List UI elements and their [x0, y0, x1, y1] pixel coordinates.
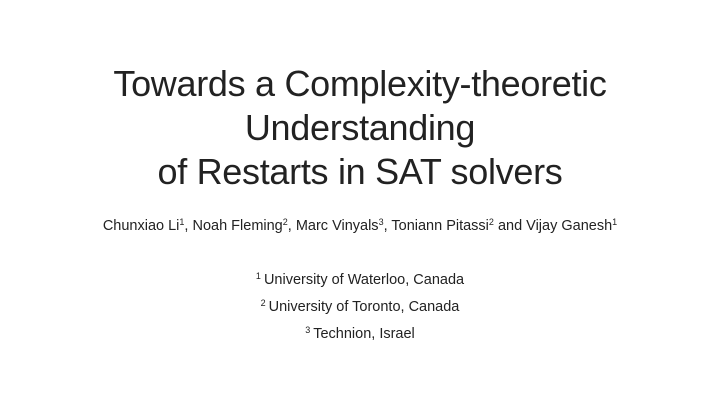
- author-affiliation-mark: 2: [282, 217, 288, 227]
- title-line-3: of Restarts in SAT solvers: [157, 151, 563, 192]
- author-name: Vijay Ganesh: [526, 218, 613, 234]
- affiliation-1: [60, 270, 660, 290]
- affiliation-3: [60, 324, 660, 344]
- affiliation-number: 3: [305, 325, 311, 335]
- author-name: Marc Vinyals: [295, 218, 379, 234]
- author-affiliation-mark: 2: [488, 217, 494, 227]
- author-affiliation-mark: 1: [179, 217, 185, 227]
- affiliation-text: Technion, Israel: [313, 326, 415, 342]
- affiliation-text: University of Waterloo, Canada: [263, 272, 465, 288]
- author-separator: ,: [287, 218, 296, 234]
- author-separator: ,: [184, 218, 193, 234]
- author-separator: and: [493, 218, 527, 234]
- title-line-2: Understanding: [244, 107, 476, 148]
- author-affiliation-mark: 1: [612, 217, 618, 227]
- author-separator: ,: [383, 218, 392, 234]
- affiliation-number: 2: [260, 298, 266, 308]
- affiliation-number: 1: [255, 271, 261, 281]
- author-affiliation-mark: 3: [378, 217, 384, 227]
- author-name: Noah Fleming: [192, 218, 283, 234]
- author-name: Toniann Pitassi: [391, 218, 489, 234]
- slide-title: [40, 62, 680, 194]
- affiliation-2: [60, 297, 660, 317]
- affiliation-text: University of Toronto, Canada: [268, 299, 460, 315]
- author-list: [20, 216, 700, 236]
- author-name: Chunxiao Li: [102, 218, 180, 234]
- title-line-1: Towards a Complexity-theoretic: [113, 63, 607, 104]
